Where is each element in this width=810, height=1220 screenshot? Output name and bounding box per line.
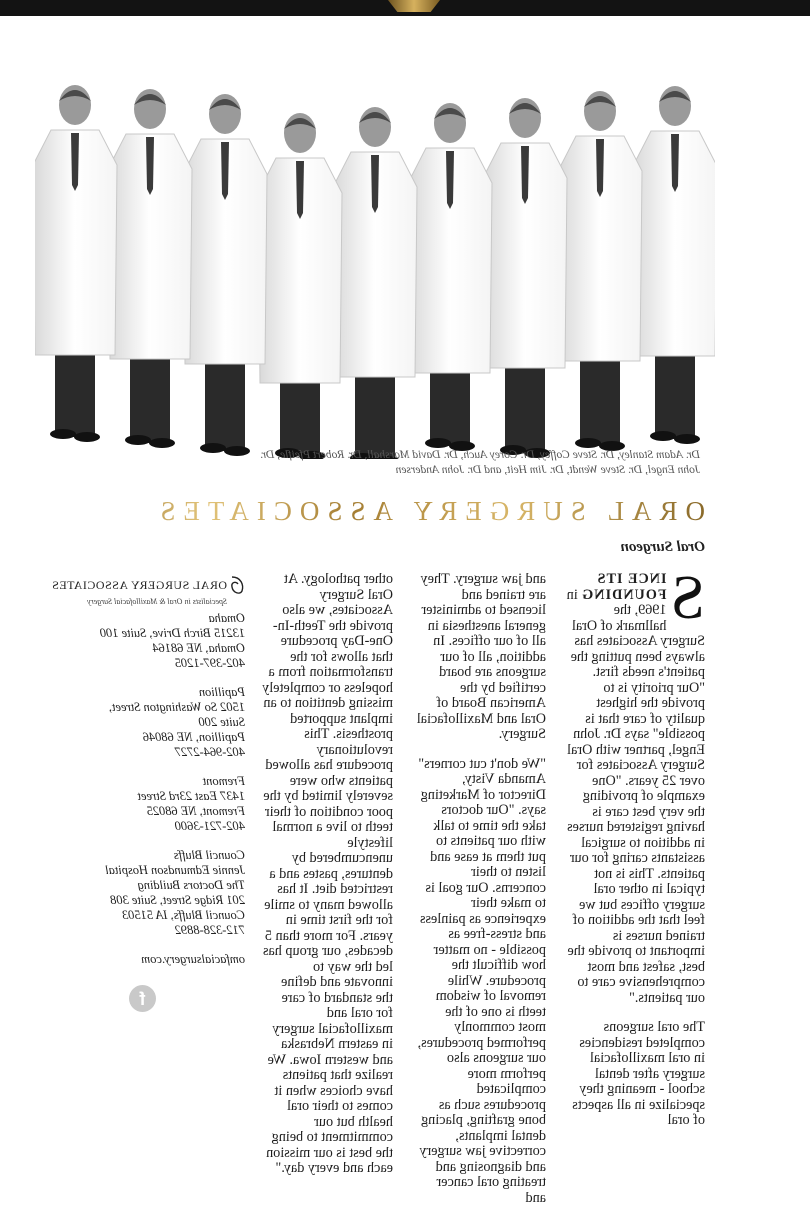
practice-logo	[0, 575, 245, 611]
doctor-figure	[558, 91, 642, 451]
phone-number[interactable]: 402-721-3600	[174, 819, 245, 833]
website-link[interactable]: omfacialsurgery.com	[141, 952, 245, 966]
doctors-group-photo	[35, 41, 715, 459]
doctor-figure	[633, 86, 715, 444]
article-title: ORAL SURGERY ASSOCIATES	[65, 496, 705, 527]
address-line: 1437 East 23rd Street	[137, 789, 245, 803]
article-column-1	[565, 564, 705, 1143]
doctor-figure	[258, 113, 342, 459]
location-council-bluffs	[0, 848, 245, 938]
address-line: Jennie Edmundson Hospital	[105, 863, 245, 877]
article-column-2	[416, 572, 546, 1220]
address-line: 201 Ridge Street, Suite 308	[110, 893, 245, 907]
article-subtitle: Oral Surgeon	[620, 539, 705, 555]
location-fremont	[0, 774, 245, 834]
article-column-3	[262, 572, 393, 1191]
paragraph: and jaw surgery. They are trained and licensed to administer general anesthesia in all of our offices. In addition, all of our surgeons are board certified by the American Board of Oral and Maxillofacial Surgery.	[416, 571, 546, 742]
logo-name: ORAL SURGERY ASSOCIATES	[51, 578, 227, 592]
lead-in: INCE ITS FOUNDING	[581, 571, 667, 603]
location-city: Papillion	[198, 685, 245, 699]
doctor-figure	[483, 98, 567, 458]
location-omaha	[0, 611, 245, 671]
address-line: Council Bluffs, IA 51503	[122, 908, 245, 922]
paragraph: in 1969, the hallmark of Oral Surgery Associates has always been putting the patient's needs first. "Our priority is to provide the highest quality of care that is possible" says Dr. John Engel, partner with Oral Surgery Associates for over 25 years. "One example of providing the very best care is having registered nurses in addition to surgical assistants caring for our patients. This is not typical in other oral surgery offices but we feel that the addition of trained nurses is important to provide the best, safest and most comprehensive care to our patients."	[566, 586, 705, 1006]
drop-cap: S	[670, 564, 705, 632]
paragraph: "We don't cut corners" Amanda Visty, Director of Marketing says. "Our doctors take the time to talk with our patients to put them at ease and listen to their concerns. Our goal is to make their experience as painless and stress-free as possible - no matter how difficult the procedure. While removal of wisdom teeth is one of the most commonly performed procedures, our surgeons also perform more complicated procedures such as bone grafting, placing dental implants, corrective jaw surgery and diagnosing and treating oral cancer and	[417, 755, 546, 1206]
top-black-bar	[0, 0, 810, 16]
mirrored-magazine-page	[0, 16, 810, 1206]
doctor-figure	[35, 85, 117, 442]
location-city: Fremont	[202, 774, 245, 788]
doctor-figure	[333, 107, 417, 459]
phone-number[interactable]: 712-328-8892	[174, 923, 245, 937]
address-line: Papillion, NE 68046	[142, 730, 245, 744]
address-line: The Doctors Building	[137, 878, 245, 892]
phone-number[interactable]: 402-397-1205	[174, 656, 245, 670]
address-line: Fremont, NE 68025	[146, 804, 245, 818]
paragraph: The oral surgeons completed residencies in oral maxillofacial surgery after dental school - meaning they specialize in all aspects of oral	[572, 1019, 705, 1128]
doctor-figure	[108, 89, 192, 448]
doctor-figure	[183, 94, 267, 456]
address-line: 13215 Birch Drive, Suite 100	[99, 626, 245, 640]
paragraph: other pathology. At Oral Surgery Associates, we also provide the Teeth-In-One-Day procedure that allows for the transformation from a hopeless or completely missing dentition to an implant supported prosthesis. This revolutionary procedure has allowed patients who were severely limited by the poor condition of their teeth to live a normal lifestyle unencumbered by dentures, pastes and a restricted diet. It has allowed many to smile for the first time in years. For more than 5 decades, our group has led the way to innovate and define the standard of care for oral and maxillofacial surgery in eastern Nebraska and western Iowa. We realize that patients have choices when it comes to their oral health but our commitment to being the best is our mission each and every day."	[262, 571, 393, 1176]
gold-emblem-icon	[388, 0, 440, 12]
location-city: Council Bluffs	[173, 848, 245, 862]
doctor-figure	[408, 103, 492, 451]
logo-swirl-icon	[229, 575, 245, 595]
contact-sidebar	[0, 575, 245, 967]
address-line: Suite 200	[198, 715, 245, 729]
photo-caption: Dr. Adam Stanley, Dr. Steve Coffey, Dr. Corey Auch, Dr. David Marshall, Dr. Robert Pfeifle, Dr. John Engel, Dr. Steve Wendt, Dr. Jim Heit, and Dr. John Andersen	[260, 449, 700, 476]
facebook-icon[interactable]: f	[129, 985, 156, 1012]
phone-number[interactable]: 402-964-2727	[174, 745, 245, 759]
address-line: Omaha, NE 68164	[152, 641, 245, 655]
location-papillion	[0, 685, 245, 760]
address-line: 1502 So Washington Street,	[108, 700, 245, 714]
logo-tagline: Specialists in Oral & Maxillofacial Surgery	[87, 597, 227, 606]
location-city: Omaha	[208, 611, 245, 625]
